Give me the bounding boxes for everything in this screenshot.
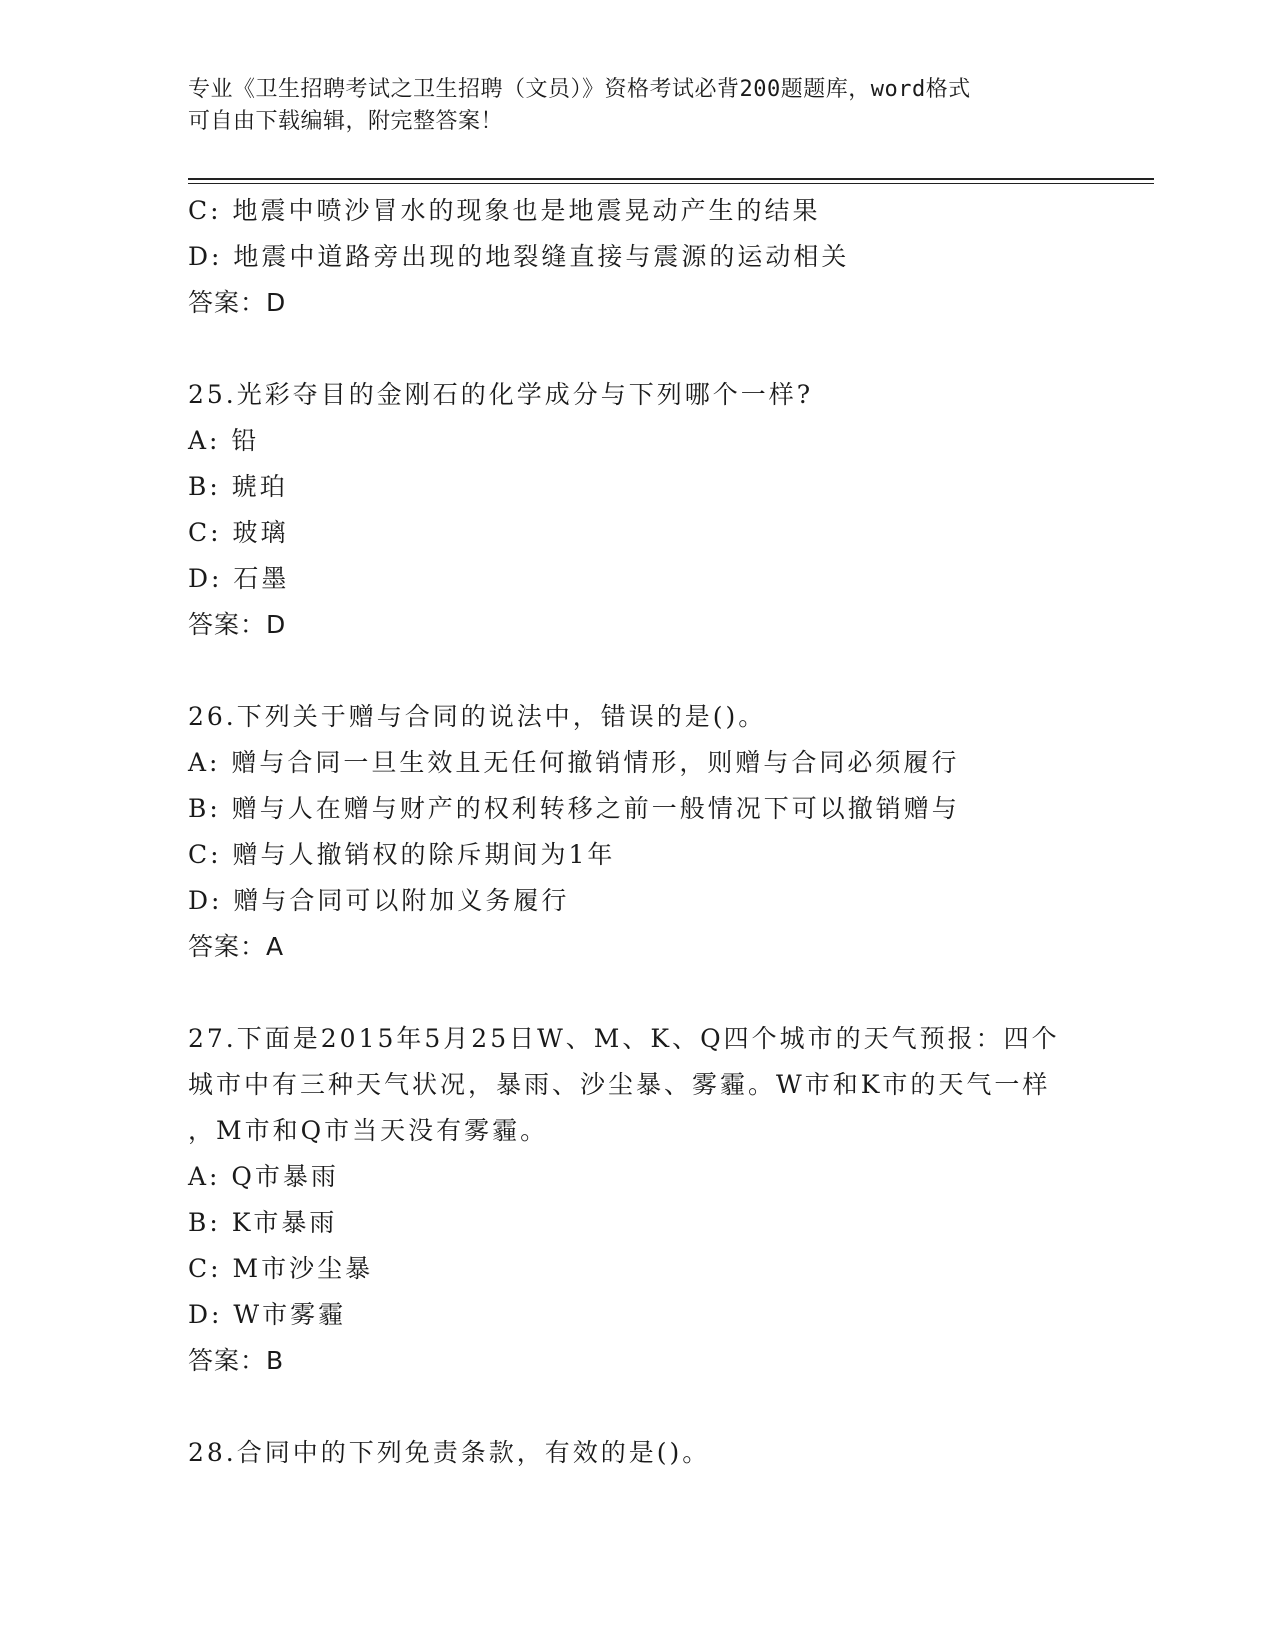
spacer bbox=[188, 648, 1088, 694]
spacer bbox=[188, 970, 1088, 1016]
answer: 答案：A bbox=[188, 932, 285, 961]
option-b: B: 赠与人在赠与财产的权利转移之前一般情况下可以撤销赠与 bbox=[188, 794, 960, 823]
header-line-1: 专业《卫生招聘考试之卫生招聘（文员）》资格考试必背200题题库，word格式 bbox=[188, 77, 971, 102]
question-text-line-2: 城市中有三种天气状况，暴雨、沙尘暴、雾霾。W市和K市的天气一样 bbox=[188, 1070, 1051, 1099]
option-d: D: 地震中道路旁出现的地裂缝直接与震源的运动相关 bbox=[188, 242, 850, 271]
document-header bbox=[188, 74, 1088, 138]
option-d: D: 赠与合同可以附加义务履行 bbox=[188, 886, 570, 915]
option-d: D: W市雾霾 bbox=[188, 1300, 347, 1329]
question-24-continued bbox=[188, 188, 1088, 326]
option-b: B: K市暴雨 bbox=[188, 1208, 338, 1237]
question-26 bbox=[188, 694, 1088, 970]
answer: 答案：D bbox=[188, 610, 287, 639]
option-b: B: 琥珀 bbox=[188, 472, 288, 501]
option-c: C: 地震中喷沙冒水的现象也是地震晃动产生的结果 bbox=[188, 196, 821, 225]
question-27 bbox=[188, 1016, 1088, 1384]
option-a: A: 赠与合同一旦生效且无任何撤销情形，则赠与合同必须履行 bbox=[188, 748, 960, 777]
spacer bbox=[188, 1384, 1088, 1430]
question-text: 28.合同中的下列免责条款，有效的是()。 bbox=[188, 1438, 711, 1467]
question-list bbox=[188, 188, 1088, 1476]
option-c: C: 玻璃 bbox=[188, 518, 289, 547]
answer: 答案：D bbox=[188, 288, 287, 317]
question-text-line-3: ，M市和Q市当天没有雾霾。 bbox=[188, 1116, 549, 1145]
question-text: 25.光彩夺目的金刚石的化学成分与下列哪个一样? bbox=[188, 380, 814, 409]
spacer bbox=[188, 326, 1088, 372]
header-divider-thick bbox=[188, 178, 1154, 180]
question-28 bbox=[188, 1430, 1088, 1476]
header-divider-thin bbox=[188, 183, 1154, 184]
option-d: D: 石墨 bbox=[188, 564, 290, 593]
question-text: 26.下列关于赠与合同的说法中，错误的是()。 bbox=[188, 702, 767, 731]
answer: 答案：B bbox=[188, 1346, 285, 1375]
option-a: A: 铅 bbox=[188, 426, 260, 455]
question-25 bbox=[188, 372, 1088, 648]
option-a: A: Q市暴雨 bbox=[188, 1162, 339, 1191]
question-text-line-1: 27.下面是2015年5月25日W、M、K、Q四个城市的天气预报：四个 bbox=[188, 1024, 1060, 1053]
header-line-2: 可自由下载编辑，附完整答案！ bbox=[188, 109, 504, 134]
option-c: C: 赠与人撤销权的除斥期间为1年 bbox=[188, 840, 616, 869]
option-c: C: M市沙尘暴 bbox=[188, 1254, 374, 1283]
